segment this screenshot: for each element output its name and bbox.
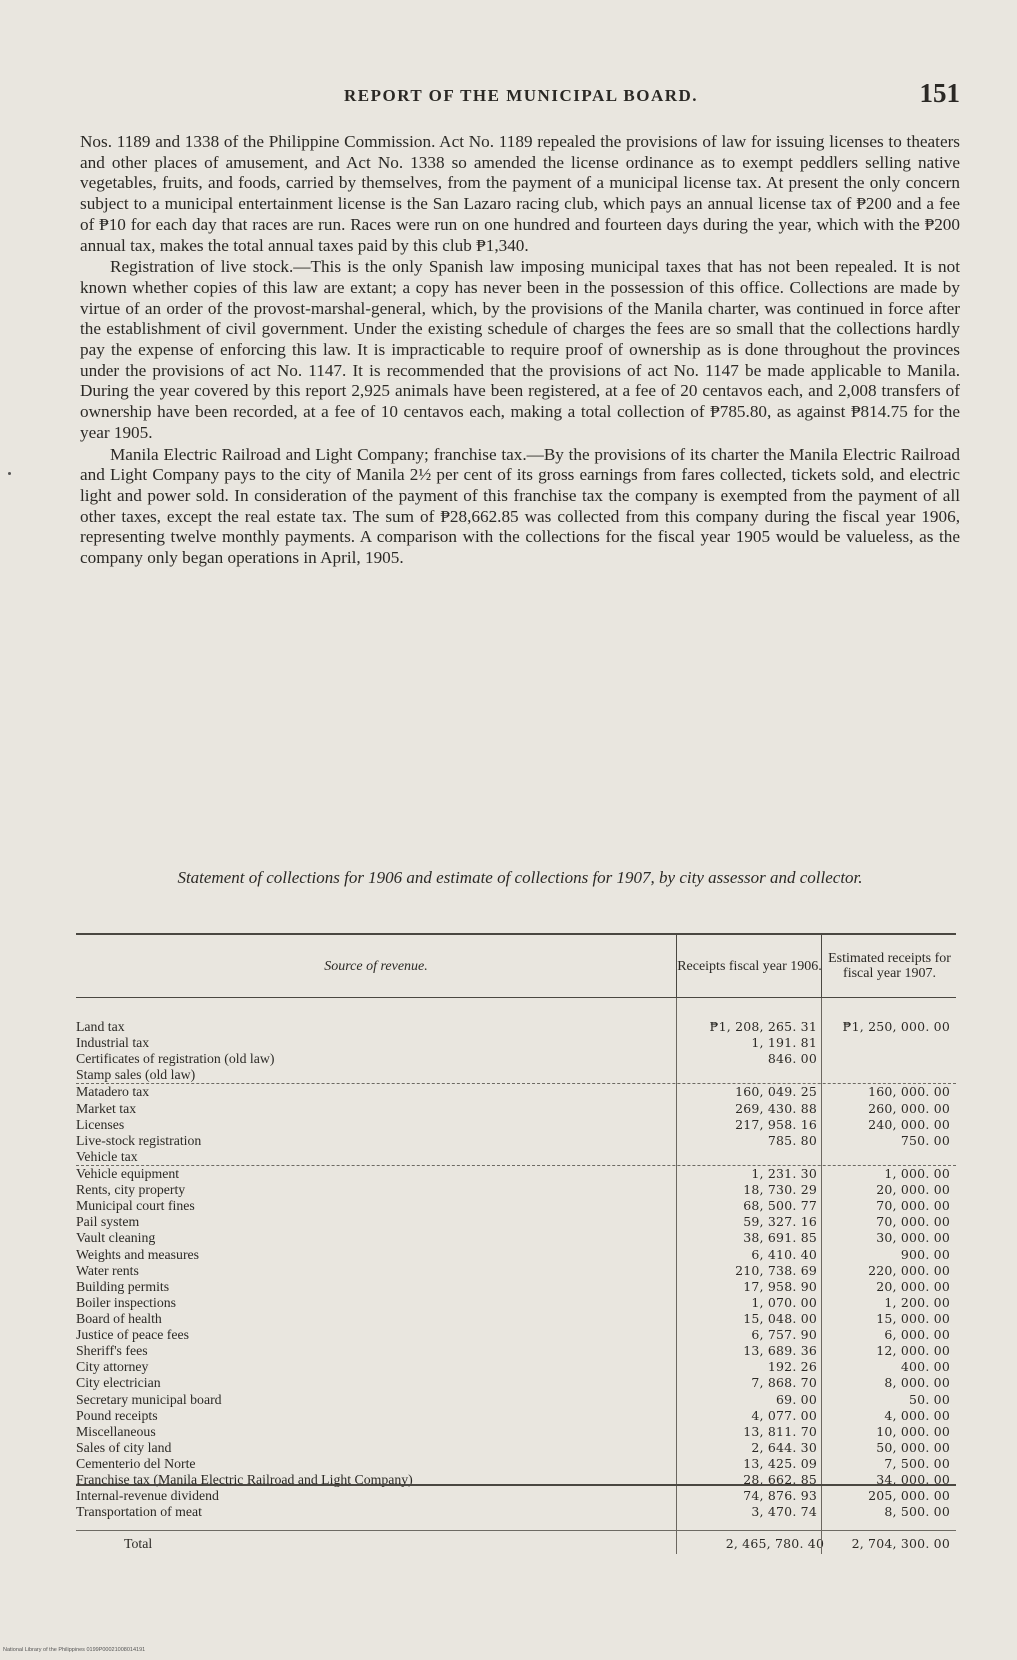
cell-estimate: 20, 000. 00 xyxy=(876,1278,950,1294)
cell-source-text: Vehicle tax xyxy=(76,1148,138,1164)
cell-source xyxy=(76,1440,676,1456)
cell-estimate: 260, 000. 00 xyxy=(868,1100,950,1116)
cell-source xyxy=(76,1198,676,1214)
table-row xyxy=(76,1247,956,1263)
cell-source-text: Miscellaneous xyxy=(76,1423,156,1439)
cell-receipts: 785. 80 xyxy=(767,1132,817,1148)
table-row xyxy=(76,1083,956,1100)
table-row xyxy=(76,1051,956,1067)
cell-source-text: Matadero tax xyxy=(76,1084,150,1100)
cell-source-text: Boiler inspections xyxy=(76,1294,177,1310)
cell-source xyxy=(76,1343,676,1359)
cell-receipts: 15, 048. 00 xyxy=(743,1310,817,1326)
cell-receipts: 3, 470. 74 xyxy=(751,1504,817,1520)
header-estimate: Estimated receipts for fiscal year 1907. xyxy=(821,935,957,997)
table-row xyxy=(76,1165,956,1182)
cell-estimate: 8, 500. 00 xyxy=(884,1504,950,1520)
cell-source-text: Franchise tax (Manila Electric Railroad and Light Company) xyxy=(76,1472,413,1488)
cell-source-text: Rents, city property xyxy=(76,1182,186,1198)
cell-estimate: 400. 00 xyxy=(900,1359,950,1375)
table-row xyxy=(76,1440,956,1456)
cell-source xyxy=(76,1117,676,1133)
cell-source-text: Secretary municipal board xyxy=(76,1391,222,1407)
table-row xyxy=(76,1198,956,1214)
total-label-cell xyxy=(76,1536,691,1554)
cell-receipts: 6, 410. 40 xyxy=(751,1246,817,1262)
paragraph-3: Manila Electric Railroad and Light Company; franchise tax.—By the provisions of its charter the Manila Electric Railroad and Light Company pays to the city of Manila 2½ per cent of its gross earnings from fares collected, tickets sold, and electric light and power sold. In consideration of the payment of this franchise tax the company is exempted from the payment of all other taxes, except the real estate tax. The sum of ₱28,662.85 was collected from this company during the fiscal year 1906, representing twelve monthly payments. A comparison with the collections for the fiscal year 1905 would be valueless, as the company only began operations in April, 1905. xyxy=(80,444,960,568)
cell-estimate: 50, 000. 00 xyxy=(876,1439,950,1455)
table-caption: Statement of collections for 1906 and estimate of collections for 1907, by city assessor and collector. xyxy=(177,868,863,887)
cell-source-text: Stamp sales (old law) xyxy=(76,1067,196,1083)
table-row xyxy=(76,1263,956,1279)
cell-source-text: Sales of city land xyxy=(76,1439,172,1455)
table-row xyxy=(76,1182,956,1198)
cell-receipts: 1, 191. 81 xyxy=(751,1035,817,1051)
cell-source xyxy=(76,1230,676,1246)
cell-source xyxy=(76,1247,676,1263)
cell-source xyxy=(76,1392,676,1408)
paragraph-1: Nos. 1189 and 1338 of the Philippine Commission. Act No. 1189 repealed the provisions of law for issuing licenses to theaters and other places of amusement, and Act No. 1338 so amended the license ordinance as to exempt peddlers selling native vegetables, fruits, and foods, carried by themselves, from the payment of a municipal license tax. At present the only concern subject to a municipal entertainment license is the San Lazaro racing club, which pays an annual license tax of ₱200 and a fee of ₱10 for each day that races are run. Races were run on one hundred and fourteen days during the year, which with the ₱200 annual tax, makes the total annual taxes paid by this club ₱1,340. xyxy=(80,132,960,255)
cell-receipts: 17, 958. 90 xyxy=(743,1278,817,1294)
cell-estimate: 6, 000. 00 xyxy=(884,1327,950,1343)
table-row xyxy=(76,1359,956,1375)
table-row xyxy=(76,1019,956,1035)
table-row xyxy=(76,1311,956,1327)
table-header xyxy=(76,935,956,998)
cell-source xyxy=(76,1035,676,1051)
cell-source xyxy=(76,1084,676,1100)
table-row xyxy=(76,1067,956,1083)
revenue-table xyxy=(76,933,956,1554)
total-receipts: 2, 465, 780. 40 xyxy=(725,1536,825,1552)
cell-estimate: 30, 000. 00 xyxy=(876,1230,950,1246)
cell-estimate: 70, 000. 00 xyxy=(876,1214,950,1230)
cell-estimate: 1, 200. 00 xyxy=(884,1294,950,1310)
page-number: 151 xyxy=(919,78,960,108)
cell-source-text: Vehicle equipment xyxy=(76,1165,180,1181)
cell-receipts: 28, 662. 85 xyxy=(743,1472,817,1488)
cell-receipts: 1, 070. 00 xyxy=(751,1294,817,1310)
cell-source-text: Transportation of meat xyxy=(76,1504,202,1520)
cell-receipts: 13, 811. 70 xyxy=(743,1423,817,1439)
cell-estimate: 50. 00 xyxy=(909,1391,950,1407)
cell-receipts: 192. 26 xyxy=(767,1359,817,1375)
table-row xyxy=(76,1117,956,1133)
cell-source-text: Cementerio del Norte xyxy=(76,1455,196,1471)
total-estimate: 2, 704, 300. 00 xyxy=(851,1536,950,1552)
cell-source-text: Pail system xyxy=(76,1214,140,1230)
cell-source xyxy=(76,1408,676,1424)
cell-estimate: 1, 000. 00 xyxy=(884,1165,950,1181)
cell-estimate: 4, 000. 00 xyxy=(884,1407,950,1423)
cell-source-text: City electrician xyxy=(76,1375,161,1391)
cell-source xyxy=(76,1375,676,1391)
cell-receipts: 210, 738. 69 xyxy=(735,1262,817,1278)
cell-estimate: 10, 000. 00 xyxy=(876,1423,950,1439)
footer-credit: National Library of the Philippines 0199P00021008014191 xyxy=(3,1647,146,1653)
column-rule xyxy=(821,998,822,1554)
cell-receipts: 217, 958. 16 xyxy=(735,1116,817,1132)
table-row xyxy=(76,1133,956,1149)
cell-estimate: 160, 000. 00 xyxy=(868,1084,950,1100)
cell-source-text: Live-stock registration xyxy=(76,1132,202,1148)
cell-source xyxy=(76,1359,676,1375)
cell-estimate: ₱1, 250, 000. 00 xyxy=(842,1019,950,1034)
cell-source xyxy=(76,1149,676,1165)
cell-receipts: 160, 049. 25 xyxy=(735,1084,817,1100)
table-row xyxy=(76,1101,956,1117)
cell-source-text: City attorney xyxy=(76,1359,149,1375)
cell-receipts: 38, 691. 85 xyxy=(743,1230,817,1246)
cell-estimate xyxy=(821,1035,956,1051)
cell-receipts: 269, 430. 88 xyxy=(735,1100,817,1116)
cell-source xyxy=(76,1101,676,1117)
table-row xyxy=(76,1504,956,1520)
cell-source xyxy=(76,1051,676,1067)
cell-estimate: 12, 000. 00 xyxy=(876,1343,950,1359)
cell-source-text: Building permits xyxy=(76,1278,170,1294)
cell-source xyxy=(76,1214,676,1230)
cell-receipts: 69. 00 xyxy=(776,1391,817,1407)
cell-source xyxy=(76,1067,676,1083)
table-bottom-rule xyxy=(76,1484,956,1486)
cell-source xyxy=(76,1295,676,1311)
cell-receipts: 2, 644. 30 xyxy=(751,1439,817,1455)
cell-receipts: 59, 327. 16 xyxy=(743,1214,817,1230)
total-row xyxy=(76,1530,956,1554)
cell-receipts: 18, 730. 29 xyxy=(743,1182,817,1198)
cell-estimate xyxy=(821,1149,956,1165)
table-row xyxy=(76,1295,956,1311)
cell-estimate: 15, 000. 00 xyxy=(876,1310,950,1326)
cell-source xyxy=(76,1488,676,1504)
table-row xyxy=(76,1488,956,1504)
table-row xyxy=(76,1230,956,1246)
cell-source xyxy=(76,1166,676,1182)
table-row xyxy=(76,1214,956,1230)
cell-source xyxy=(76,1327,676,1343)
cell-estimate: 7, 500. 00 xyxy=(884,1455,950,1471)
cell-receipts: 13, 425. 09 xyxy=(743,1455,817,1471)
cell-estimate xyxy=(821,1067,956,1083)
cell-source-text: Water rents xyxy=(76,1262,139,1278)
cell-source xyxy=(76,1182,676,1198)
page-header xyxy=(80,78,962,114)
cell-estimate: 20, 000. 00 xyxy=(876,1182,950,1198)
cell-source-text: Weights and measures xyxy=(76,1246,200,1262)
cell-receipts: 1, 231. 30 xyxy=(751,1165,817,1181)
cell-source-text: Certificates of registration (old law) xyxy=(76,1051,275,1067)
cell-source-text: Pound receipts xyxy=(76,1407,158,1423)
cell-source-text: Land tax xyxy=(76,1019,125,1034)
table-row xyxy=(76,1456,956,1472)
table-row xyxy=(76,1279,956,1295)
cell-receipts: 4, 077. 00 xyxy=(751,1407,817,1423)
table-row xyxy=(76,1149,956,1165)
table-row xyxy=(76,1343,956,1359)
cell-receipts: 6, 757. 90 xyxy=(751,1327,817,1343)
cell-receipts xyxy=(676,1067,821,1083)
cell-source-text: Sheriff's fees xyxy=(76,1343,148,1359)
scan-speck xyxy=(8,472,11,475)
cell-source-text: Industrial tax xyxy=(76,1035,150,1051)
cell-estimate: 8, 000. 00 xyxy=(884,1375,950,1391)
table-row xyxy=(76,1408,956,1424)
cell-receipts: 74, 876. 93 xyxy=(743,1488,817,1504)
header-source: Source of revenue. xyxy=(324,958,428,974)
cell-source-text: Board of health xyxy=(76,1310,162,1326)
cell-source-text: Market tax xyxy=(76,1100,137,1116)
cell-source xyxy=(76,1019,676,1035)
header-receipts: Receipts fiscal year 1906. xyxy=(676,935,822,997)
cell-source-text: Justice of peace fees xyxy=(76,1327,189,1343)
cell-estimate: 205, 000. 00 xyxy=(868,1488,950,1504)
cell-receipts: 846. 00 xyxy=(767,1051,817,1067)
cell-estimate: 750. 00 xyxy=(900,1132,950,1148)
cell-receipts: ₱1, 208, 265. 31 xyxy=(709,1019,817,1034)
cell-source-text: Licenses xyxy=(76,1116,125,1132)
cell-source-text: Vault cleaning xyxy=(76,1230,156,1246)
cell-source xyxy=(76,1133,676,1149)
cell-source xyxy=(76,1279,676,1295)
cell-source xyxy=(76,1311,676,1327)
cell-estimate xyxy=(821,1051,956,1067)
table-row xyxy=(76,1327,956,1343)
cell-receipts xyxy=(676,1149,821,1165)
cell-receipts: 7, 868. 70 xyxy=(751,1375,817,1391)
table-row xyxy=(76,1035,956,1051)
cell-source xyxy=(76,1456,676,1472)
table-body xyxy=(76,998,956,1554)
cell-receipts: 13, 689. 36 xyxy=(743,1343,817,1359)
cell-source xyxy=(76,1263,676,1279)
cell-receipts: 68, 500. 77 xyxy=(743,1198,817,1214)
table-row xyxy=(76,1424,956,1440)
cell-source-text: Municipal court fines xyxy=(76,1198,195,1214)
table-row xyxy=(76,1375,956,1391)
table-row xyxy=(76,1392,956,1408)
running-head: REPORT OF THE MUNICIPAL BOARD. xyxy=(343,86,699,105)
total-label: Total xyxy=(124,1536,153,1552)
column-rule xyxy=(676,998,677,1554)
cell-source xyxy=(76,1424,676,1440)
cell-estimate: 70, 000. 00 xyxy=(876,1198,950,1214)
cell-estimate: 240, 000. 00 xyxy=(868,1116,950,1132)
paragraph-2: Registration of live stock.—This is the only Spanish law imposing municipal taxes that has not been repealed. It is not known whether copies of this law are extant; a copy has never been in the possession of this office. Collections are made by virtue of an order of the provost-marshal-general, which, by the provisions of the Manila charter, was continued in force after the establishment of civil government. Under the existing schedule of charges the fees are so small that the collections hardly pay the expense of enforcing this law. It is impracticable to require proof of ownership as is done throughout the provinces under the provisions of act No. 1147. It is recommended that the provisions of act No. 1147 be made applicable to Manila. During the year covered by this report 2,925 animals have been registered, at a fee of 20 centavos each, and 2,008 transfers of ownership have been recorded, at a fee of 10 centavos each, making a total collection of ₱785.80, as against ₱814.75 for the year 1905. xyxy=(80,257,960,442)
cell-source xyxy=(76,1504,676,1520)
body-text xyxy=(80,132,960,569)
cell-source-text: Internal-revenue dividend xyxy=(76,1488,219,1504)
cell-estimate: 220, 000. 00 xyxy=(868,1262,950,1278)
cell-estimate: 34, 000. 00 xyxy=(876,1472,950,1488)
cell-estimate: 900. 00 xyxy=(900,1246,950,1262)
